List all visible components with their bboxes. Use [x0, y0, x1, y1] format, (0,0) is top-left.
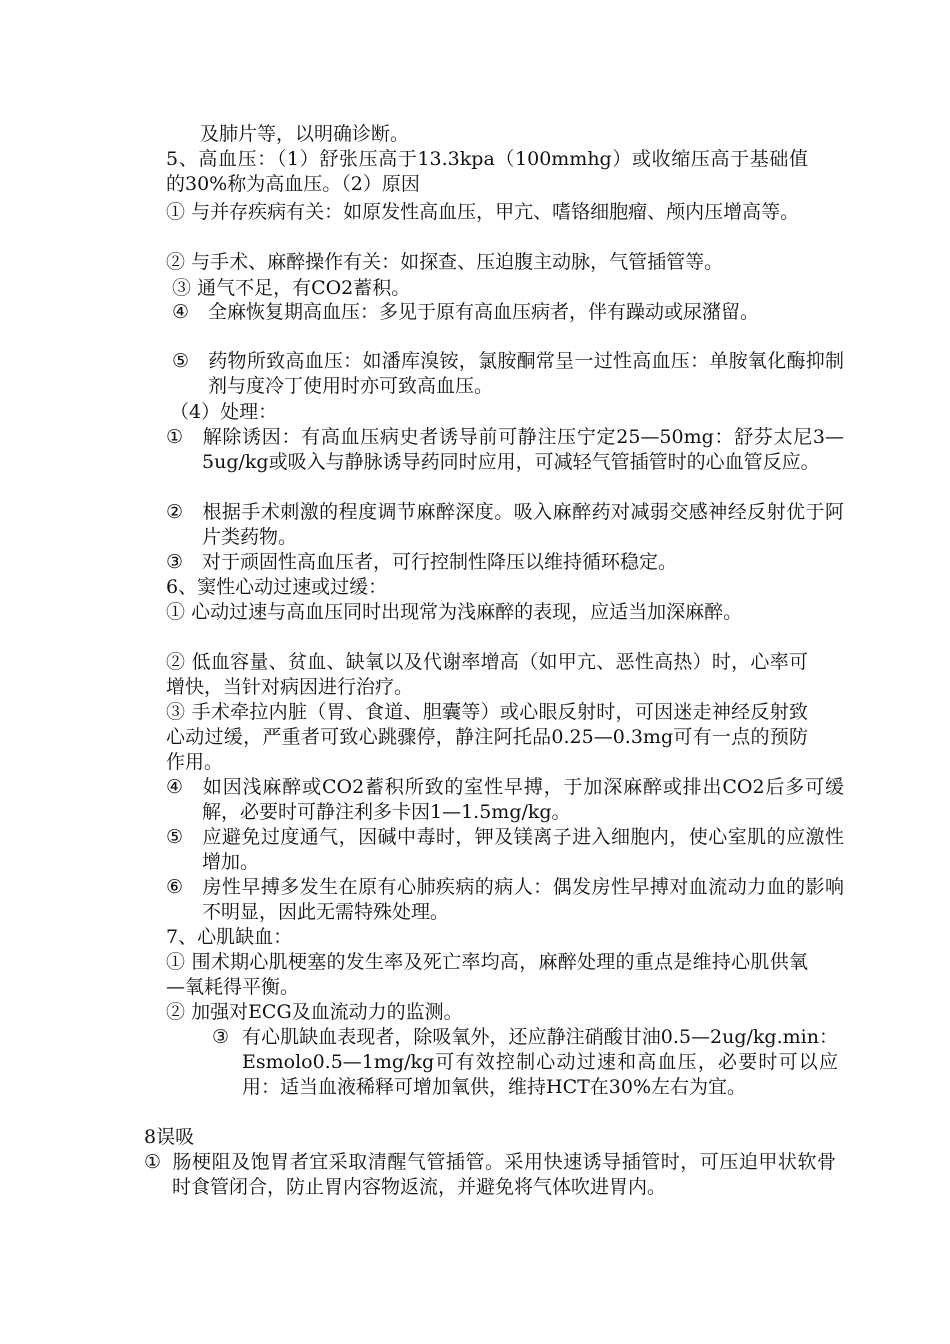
list-item: [166, 650, 808, 700]
section-heading-6: [166, 575, 808, 600]
list-item: [212, 1025, 838, 1100]
section-heading-5: [166, 147, 808, 197]
list-item-text: 解除诱因：有高血压病史者诱导前可静注压宁定25—50mg：舒芬太尼3—5ug/kg或吸入与静脉诱导药同时应用，可减轻气管插管时的心血管反应。: [202, 426, 844, 473]
subsection-heading: [170, 400, 812, 425]
list-item: [166, 700, 808, 775]
list-bullet: ①: [166, 601, 186, 623]
list-bullet: ⑤: [166, 826, 184, 848]
list-bullet: ②: [166, 251, 186, 273]
list-item: [166, 775, 844, 825]
list-item-text: 与并存疾病有关：如原发性高血压，甲亢、嗜铬细胞瘤、颅内压增高等。: [191, 201, 800, 223]
list-item-text: 有心肌缺血表现者，除吸氧外，还应静注硝酸甘油0.5—2ug/kg.min：Esmolo0.5—1mg/kg可有效控制心动过速和高血压，必要时可以应用：适当血液稀释可增加氧供，维持HCT在30%左右为宜。: [242, 1026, 838, 1098]
list-item-text: 与手术、麻醉操作有关：如探查、压迫腹主动脉，气管插管等。: [191, 251, 724, 273]
paragraph-text: 及肺片等，以明确诊断。: [200, 123, 410, 145]
list-item-text: 房性早搏多发生在原有心肺疾病的病人：偶发房性早搏对血流动力血的影响不明显，因此无需特殊处理。: [202, 876, 844, 923]
list-bullet: ①: [166, 951, 186, 973]
list-item: [166, 425, 844, 475]
list-item: [166, 550, 844, 575]
list-item-text: 手术牵拉内脏（胃、食道、胆囊等）或心眼反射时，可因迷走神经反射致心动过缓，严重者可致心跳骤停，静注阿托品0.25—0.3mg可有一点的预防作用。: [166, 701, 808, 773]
section-heading-7: [166, 925, 808, 950]
list-item-text: 药物所致高血压：如潘库溴铵，氯胺酮常呈一过性高血压：单胺氧化酶抑制剂与度冷丁使用时亦可致高血压。: [208, 350, 844, 397]
list-item: [172, 300, 844, 325]
list-item: [144, 1150, 836, 1200]
list-item-text: 根据手术刺激的程度调节麻醉深度。吸入麻醉药对减弱交感神经反射优于阿片类药物。: [202, 501, 844, 548]
list-item: [172, 276, 814, 301]
list-bullet: ①: [144, 1151, 162, 1173]
list-bullet: ④: [166, 776, 184, 798]
list-item-text: 应避免过度通气，因碱中毒时，钾及镁离子进入细胞内，使心室肌的应激性增加。: [202, 826, 844, 873]
list-bullet: ①: [166, 201, 186, 223]
list-item: [166, 600, 808, 625]
list-bullet: ③: [166, 701, 186, 723]
list-bullet: ①: [166, 426, 184, 448]
paragraph-text: 6、窦性心动过速或过缓：: [166, 576, 388, 598]
paragraph: [200, 122, 800, 147]
list-bullet: ⑥: [166, 876, 184, 898]
list-item-text: 围术期心肌梗塞的发生率及死亡率均高，麻醉处理的重点是维持心肌供氧—氧耗得平衡。: [166, 951, 808, 998]
list-item: [166, 500, 844, 550]
list-bullet: ③: [172, 277, 192, 299]
list-bullet: ⑤: [172, 350, 190, 372]
list-bullet: ②: [166, 1001, 186, 1023]
list-item: [166, 875, 844, 925]
list-item-text: 肠梗阻及饱胃者宜采取清醒气管插管。采用快速诱导插管时，可压迫甲状软骨时食管闭合，防止胃内容物返流，并避免将气体吹进胃内。: [172, 1151, 836, 1198]
list-item-text: 通气不足，有CO2蓄积。: [197, 277, 411, 299]
list-item: [166, 200, 808, 225]
list-item: [166, 825, 844, 875]
list-bullet: ②: [166, 651, 186, 673]
list-item-text: 对于顽固性高血压者，可行控制性降压以维持循环稳定。: [202, 551, 678, 573]
list-bullet: ③: [166, 551, 184, 573]
list-item: [166, 250, 808, 275]
list-item-text: 加强对ECG及血流动力的监测。: [191, 1001, 463, 1023]
list-bullet: ④: [172, 301, 190, 323]
section-heading-8: [144, 1125, 786, 1150]
paragraph-text: 8误吸: [144, 1126, 195, 1148]
list-bullet: ②: [166, 501, 184, 523]
list-bullet: ③: [212, 1026, 230, 1048]
list-item: [166, 1000, 808, 1025]
paragraph-text: （4）处理：: [170, 401, 278, 423]
list-item-text: 全麻恢复期高血压：多见于原有高血压病者，伴有躁动或尿潴留。: [208, 301, 760, 323]
list-item: [172, 349, 844, 399]
list-item-text: 如因浅麻醉或CO2蓄积所致的室性早搏，于加深麻醉或排出CO2后多可缓解，必要时可静注利多卡因1—1.5mg/kg。: [202, 776, 844, 823]
list-item: [166, 950, 808, 1000]
paragraph-text: 7、心肌缺血：: [166, 926, 293, 948]
paragraph-text: 5、高血压：（1）舒张压高于13.3kpa（100mmhg）或收缩压高于基础值的30%称为高血压。（2）原因: [166, 148, 808, 195]
list-item-text: 心动过速与高血压同时出现常为浅麻醉的表现，应适当加深麻醉。: [191, 601, 743, 623]
list-item-text: 低血容量、贫血、缺氧以及代谢率增高（如甲亢、恶性高热）时，心率可增快，当针对病因进行治疗。: [166, 651, 808, 698]
